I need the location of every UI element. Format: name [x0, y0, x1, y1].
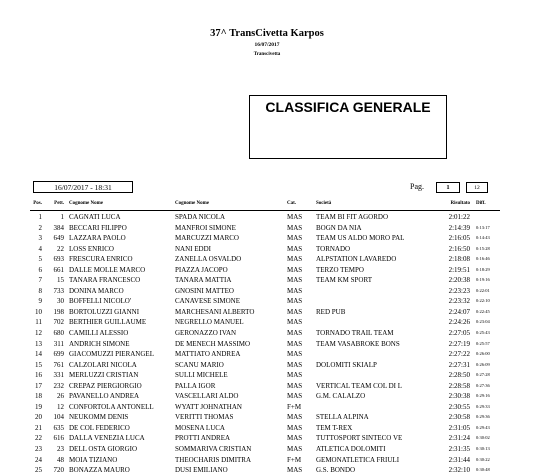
cell-diff: 0:30:22 — [476, 456, 490, 462]
cell-cat: F+M — [287, 455, 302, 464]
cell-pett: 30 — [57, 297, 64, 306]
cell-nome: SPADA NICOLA — [175, 213, 226, 221]
cell-pett: 616 — [53, 434, 64, 443]
cell-diff: 0:29:33 — [476, 403, 490, 409]
cell-nome: PALLA IGOR — [175, 381, 216, 390]
cell-pos: 22 — [35, 434, 42, 443]
cell-pett: 384 — [53, 223, 64, 232]
table-row — [0, 254, 534, 265]
cell-cat: MAS — [287, 307, 303, 316]
cell-nome: GERONAZZO IVAN — [175, 329, 237, 338]
cell-cat: MAS — [287, 371, 303, 380]
cell-diff: 0:30:48 — [476, 467, 490, 473]
table-row — [0, 391, 534, 402]
cell-societa: STELLA ALPINA — [316, 413, 369, 422]
cell-nome: WYATT JOHNATHAN — [175, 402, 242, 411]
cell-risultato: 2:20:38 — [448, 276, 470, 285]
cell-risultato: 2:19:51 — [448, 265, 470, 274]
cell-risultato: 2:32:10 — [448, 466, 470, 475]
cell-nome: MOSENA LUCA — [175, 423, 225, 432]
cell-pos: 3 — [38, 234, 42, 243]
cell-pos: 13 — [35, 339, 42, 348]
table-row — [0, 339, 534, 350]
cell-societa: G.S. BONDO — [316, 466, 356, 475]
cell-pett: 1 — [60, 213, 64, 221]
cell-cognome: BECCARI FILIPPO — [69, 223, 127, 232]
cell-diff: 0:22:01 — [476, 287, 490, 293]
cell-pos: 6 — [38, 265, 42, 274]
header-divider — [30, 210, 500, 211]
cell-nome: VERITTI THOMAS — [175, 413, 234, 422]
cell-societa: TEM T-REX — [316, 423, 353, 432]
cell-cognome: MERLUZZI CRISTIAN — [69, 371, 139, 380]
cell-risultato: 2:18:08 — [448, 255, 470, 264]
cell-cognome: PAVANELLO ANDREA — [69, 392, 140, 401]
cell-risultato: 2:14:39 — [448, 223, 470, 232]
cell-nome: MARCHESANI ALBERTO — [175, 307, 255, 316]
cell-pett: 22 — [57, 244, 64, 253]
cell-cat: MAS — [287, 265, 303, 274]
cell-cognome: BORTOLUZZI GIANNI — [69, 307, 140, 316]
cell-pos: 2 — [38, 223, 42, 232]
cell-risultato: 2:27:05 — [448, 329, 470, 338]
cell-pos: 19 — [35, 402, 42, 411]
print-timestamp: 16/07/2017 - 18:31 — [33, 181, 133, 193]
cell-cat: MAS — [287, 350, 303, 359]
cell-pett: 680 — [53, 329, 64, 338]
cell-pett: 702 — [53, 318, 64, 327]
cell-nome: MANFROI SIMONE — [175, 223, 236, 232]
cell-pos: 10 — [35, 307, 42, 316]
cell-cat: MAS — [287, 234, 303, 243]
cell-risultato: 2:24:07 — [448, 307, 470, 316]
cell-diff: 0:25:57 — [476, 340, 490, 346]
table-row — [0, 455, 534, 466]
cell-nome: PIAZZA JACOPO — [175, 265, 228, 274]
cell-cognome: CONFORTOLA ANTONELL — [69, 402, 154, 411]
cell-cat: MAS — [287, 318, 303, 327]
cell-cat: MAS — [287, 286, 303, 295]
cell-pett: 699 — [53, 350, 64, 359]
cell-pett: 331 — [53, 371, 64, 380]
cell-pos: 24 — [35, 455, 42, 464]
cell-pett: 23 — [57, 445, 64, 454]
cell-risultato: 2:31:44 — [448, 455, 470, 464]
cell-cognome: CAMILLI ALESSIO — [69, 329, 129, 338]
table-row — [0, 286, 534, 297]
header-diff: Diff. — [476, 201, 486, 206]
cell-risultato: 2:30:55 — [448, 402, 470, 411]
cell-nome: DE MENECH MASSIMO — [175, 339, 251, 348]
cell-diff: 0:16:46 — [476, 256, 490, 262]
cell-risultato: 2:31:35 — [448, 445, 470, 454]
cell-pos: 25 — [35, 466, 42, 475]
page-total: 12 — [466, 182, 488, 193]
cell-risultato: 2:27:31 — [448, 360, 470, 369]
table-row — [0, 328, 534, 339]
cell-cat: MAS — [287, 223, 303, 232]
cell-diff: 0:26:00 — [476, 351, 490, 357]
cell-cognome: DALLA VENEZIA LUCA — [69, 434, 145, 443]
cell-nome: SOMMARIVA CRISTIAN — [175, 445, 252, 454]
cell-societa: TORNADO — [316, 244, 351, 253]
classification-title: CLASSIFICA GENERALE — [265, 99, 431, 115]
cell-risultato: 2:31:24 — [448, 434, 470, 443]
cell-pett: 311 — [53, 339, 64, 348]
cell-pett: 635 — [53, 423, 64, 432]
cell-cat: MAS — [287, 413, 303, 422]
cell-nome: THEOCHARIS DIMITRA — [175, 455, 252, 464]
table-row — [0, 402, 534, 413]
cell-pett: 232 — [53, 381, 64, 390]
cell-societa: G.M. CALALZO — [316, 392, 366, 401]
cell-pos: 14 — [35, 350, 42, 359]
cell-nome: NANI EDDI — [175, 244, 211, 253]
cell-nome: TANARA MATTIA — [175, 276, 232, 285]
cell-pos: 4 — [38, 244, 42, 253]
cell-risultato: 2:30:58 — [448, 413, 470, 422]
cell-pett: 733 — [53, 286, 64, 295]
cell-pos: 20 — [35, 413, 42, 422]
cell-societa: ALPSTATION LAVAREDO — [316, 255, 397, 264]
table-row — [0, 233, 534, 244]
cell-societa: TEAM VASABROKE BONS — [316, 339, 400, 348]
cell-cat: MAS — [287, 213, 303, 221]
table-row — [0, 223, 534, 234]
cell-societa: BOGN DA NIA — [316, 223, 362, 232]
cell-risultato: 2:30:38 — [448, 392, 470, 401]
cell-diff: 0:15:28 — [476, 245, 490, 251]
cell-cat: MAS — [287, 339, 303, 348]
cell-nome: VASCELLARI ALDO — [175, 392, 239, 401]
cell-pett: 104 — [53, 413, 64, 422]
cell-pos: 8 — [38, 286, 42, 295]
cell-pett: 198 — [53, 307, 64, 316]
cell-cognome: DALLE MOLLE MARCO — [69, 265, 146, 274]
cell-societa: TEAM KM SPORT — [316, 276, 372, 285]
event-title: 37^ TransCivetta Karpos — [210, 28, 324, 39]
cell-nome: NEGRELLO MANUEL — [175, 318, 244, 327]
cell-pos: 7 — [38, 276, 42, 285]
results-table — [0, 212, 534, 475]
cell-societa: TUTTOSPORT SINTECO VE — [316, 434, 403, 443]
cell-pett: 48 — [57, 455, 64, 464]
cell-diff: 0:27:36 — [476, 382, 490, 388]
cell-pos: 11 — [35, 318, 42, 327]
cell-diff: 0:29:16 — [476, 393, 490, 399]
table-row — [0, 212, 534, 223]
cell-cat: MAS — [287, 276, 303, 285]
cell-cognome: CREPAZ PIERGIORGIO — [69, 381, 142, 390]
cell-diff: 0:22:45 — [476, 308, 490, 314]
cell-risultato: 2:27:19 — [448, 339, 470, 348]
cell-pett: 661 — [53, 265, 64, 274]
cell-cognome: BONAZZA MAURO — [69, 466, 130, 475]
cell-pos: 5 — [38, 255, 42, 264]
cell-cat: MAS — [287, 244, 303, 253]
cell-cognome: BERTHIER GUILLAUME — [69, 318, 147, 327]
table-row — [0, 412, 534, 423]
cell-pett: 693 — [53, 255, 64, 264]
cell-cognome: LAZZARA PAOLO — [69, 234, 126, 243]
cell-nome: DUSI EMILIANO — [175, 466, 228, 475]
cell-cat: MAS — [287, 297, 303, 306]
cell-pos: 17 — [35, 381, 42, 390]
cell-pos: 9 — [38, 297, 42, 306]
cell-societa: TEAM BI FIT AGORDO — [316, 213, 389, 221]
table-row — [0, 296, 534, 307]
cell-diff: 0:14:43 — [476, 235, 490, 241]
cell-cat: MAS — [287, 392, 303, 401]
table-row — [0, 444, 534, 455]
cell-cat: MAS — [287, 434, 303, 443]
table-row — [0, 360, 534, 371]
cell-risultato: 2:28:58 — [448, 381, 470, 390]
table-row — [0, 433, 534, 444]
cell-diff: 0:27:28 — [476, 372, 490, 378]
cell-pett: 761 — [53, 360, 64, 369]
page-label: Pag. — [410, 182, 424, 191]
cell-cat: MAS — [287, 329, 303, 338]
cell-pos: 12 — [35, 329, 42, 338]
table-row — [0, 244, 534, 255]
cell-risultato: 2:28:50 — [448, 371, 470, 380]
cell-cognome: CALZOLARI NICOLA — [69, 360, 137, 369]
cell-cognome: TANARA FRANCESCO — [69, 276, 141, 285]
header-pos: Pos. — [33, 201, 42, 206]
cell-nome: SCANU MARIO — [175, 360, 224, 369]
table-row — [0, 423, 534, 434]
cell-cat: MAS — [287, 466, 303, 475]
cell-cognome: BOFFELLI NICOLO' — [69, 297, 132, 306]
cell-cat: MAS — [287, 255, 303, 264]
cell-cat: MAS — [287, 360, 303, 369]
cell-diff: 0:29:36 — [476, 414, 490, 420]
cell-pos: 16 — [35, 371, 42, 380]
cell-nome: MARCUZZI MARCO — [175, 234, 239, 243]
cell-pos: 18 — [35, 392, 42, 401]
cell-societa: ATLETICA DOLOMITI — [316, 445, 386, 454]
cell-pos: 1 — [38, 213, 42, 221]
cell-diff: 0:30:02 — [476, 435, 490, 441]
cell-nome: MATTIATO ANDREA — [175, 350, 241, 359]
cell-diff: 0:18:29 — [476, 266, 490, 272]
cell-cognome: NEUKOMM DENIS — [69, 413, 129, 422]
table-row — [0, 349, 534, 360]
cell-societa: VERTICAL TEAM COL DI L — [316, 381, 403, 390]
cell-risultato: 2:01:22 — [448, 213, 470, 221]
cell-societa: TERZO TEMPO — [316, 265, 364, 274]
table-row — [0, 317, 534, 328]
table-row — [0, 275, 534, 286]
cell-cognome: ANDRICH SIMONE — [69, 339, 130, 348]
cell-societa: TORNADO TRAIL TEAM — [316, 329, 394, 338]
table-row — [0, 370, 534, 381]
cell-nome: SULLI MICHELE — [175, 371, 228, 380]
cell-nome: ZANELLA OSVALDO — [175, 255, 242, 264]
cell-pett: 26 — [57, 392, 64, 401]
header-societa: Società — [316, 201, 332, 206]
event-date: 16/07/2017 — [254, 42, 280, 48]
cell-cognome: CAGNATI LUCA — [69, 213, 121, 221]
cell-cat: MAS — [287, 381, 303, 390]
cell-diff: 0:22:10 — [476, 298, 490, 304]
cell-cognome: LOSS ENRICO — [69, 244, 114, 253]
cell-risultato: 2:16:50 — [448, 244, 470, 253]
cell-cognome: GIACOMUZZI PIERANGEL — [69, 350, 154, 359]
cell-societa: TEAM US ALDO MORO PAL — [316, 234, 405, 243]
cell-risultato: 2:16:05 — [448, 234, 470, 243]
cell-nome: PROTTI ANDREA — [175, 434, 231, 443]
cell-societa: DOLOMITI SKIALP — [316, 360, 377, 369]
cell-risultato: 2:24:26 — [448, 318, 470, 327]
cell-risultato: 2:31:05 — [448, 423, 470, 432]
cell-cognome: DONINA MARCO — [69, 286, 124, 295]
cell-pett: 12 — [57, 402, 64, 411]
cell-cognome: DE COL FEDERICO — [69, 423, 130, 432]
header-risultato: Risultato — [450, 201, 470, 206]
cell-diff: 0:19:16 — [476, 277, 490, 283]
header-cat: Cat. — [287, 201, 297, 206]
cell-pett: 720 — [53, 466, 64, 475]
cell-diff: 0:23:04 — [476, 319, 490, 325]
header-pett: Pett. — [54, 201, 64, 206]
cell-diff: 0:26:09 — [476, 361, 490, 367]
cell-pett: 15 — [57, 276, 64, 285]
table-row — [0, 265, 534, 276]
cell-risultato: 2:23:23 — [448, 286, 470, 295]
cell-nome: GNOSINI MATTEO — [175, 286, 234, 295]
cell-diff: 0:29:43 — [476, 424, 490, 430]
table-row — [0, 381, 534, 392]
table-row — [0, 307, 534, 318]
cell-pos: 23 — [35, 445, 42, 454]
cell-risultato: 2:23:32 — [448, 297, 470, 306]
cell-pos: 15 — [35, 360, 42, 369]
table-row — [0, 465, 534, 476]
page-current: 1 — [436, 182, 460, 193]
cell-pos: 21 — [35, 423, 42, 432]
cell-risultato: 2:27:22 — [448, 350, 470, 359]
cell-diff: 0:13:17 — [476, 224, 490, 230]
cell-cat: F+M — [287, 402, 302, 411]
event-place: Transcivetta — [253, 52, 281, 57]
cell-diff: 0:25:43 — [476, 330, 490, 336]
cell-diff: 0:30:13 — [476, 446, 490, 452]
cell-societa: GEMONATLETICA FRIULI — [316, 455, 400, 464]
cell-cognome: DELL OSTA GIORGIO — [69, 445, 138, 454]
cell-nome: CANAVESE SIMONE — [175, 297, 241, 306]
cell-societa: RED PUB — [316, 307, 346, 316]
cell-cognome: MOIA TIZIANO — [69, 455, 118, 464]
header-cognome: Cognome Nome — [69, 201, 104, 206]
cell-cat: MAS — [287, 445, 303, 454]
cell-cognome: FRESCURA ENRICO — [69, 255, 133, 264]
cell-cat: MAS — [287, 423, 303, 432]
header-nome: Cognome Nome — [175, 201, 210, 206]
cell-pett: 649 — [53, 234, 64, 243]
